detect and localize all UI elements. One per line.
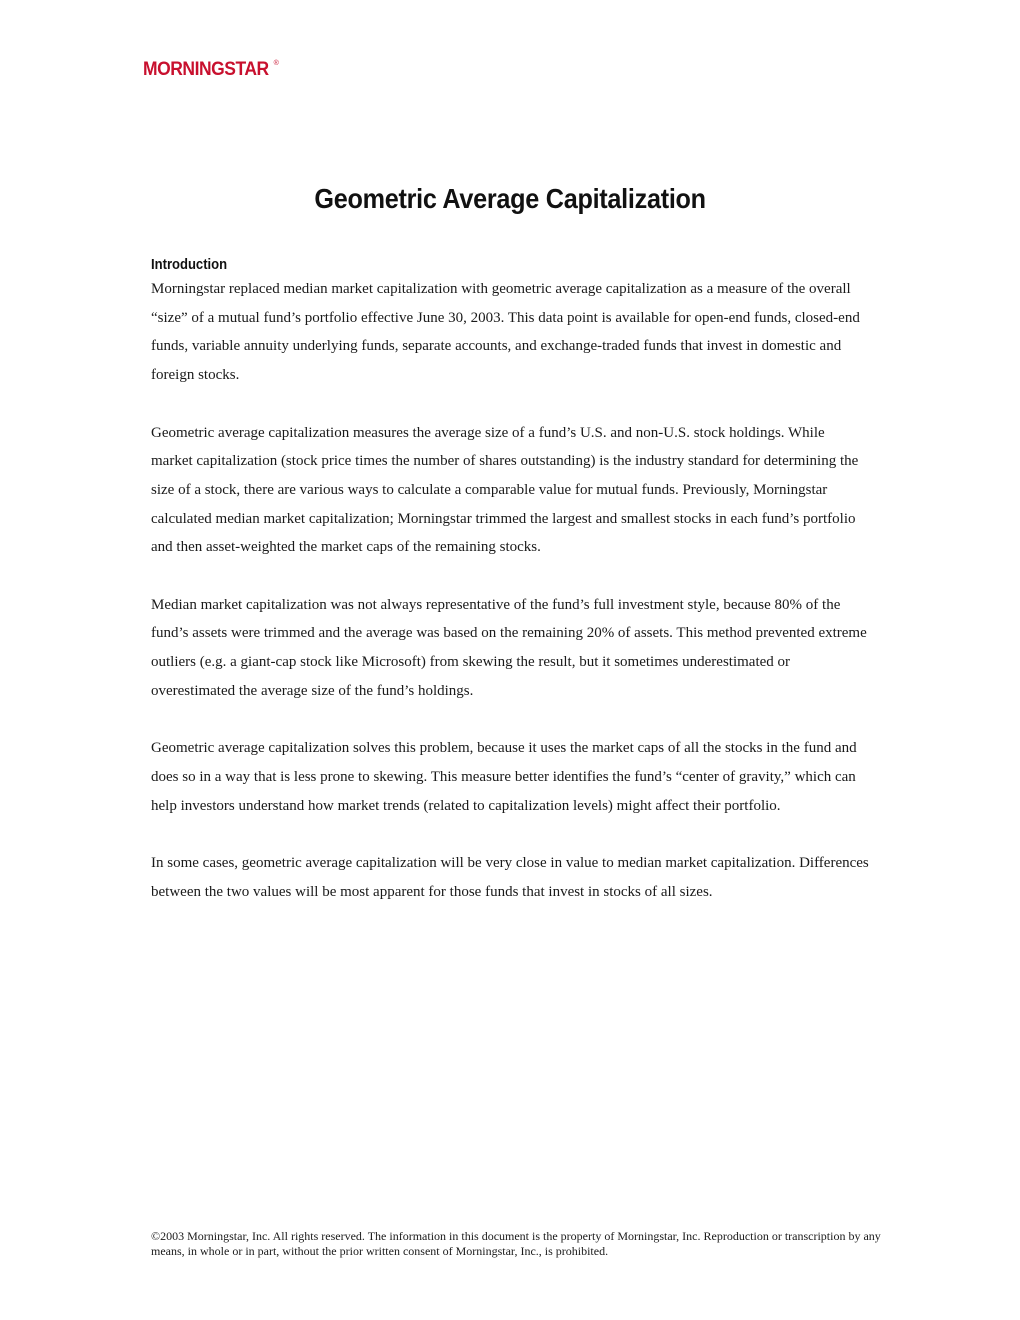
section-heading-introduction: Introduction [151,257,228,273]
logo-text: MORNINGSTAR [143,59,269,80]
morningstar-logo [143,59,279,83]
registered-mark: ® [273,60,279,67]
paragraph-4: Geometric average capitalization solves this problem, because it uses the market caps of all the stocks in the fund and does so in a way that is less prone to skewing. This measure better identifies the fund’s “center of gravity,” which can help investors understand how market trends (related to capitalization levels) might affect their portfolio. [151,740,857,814]
document-body [151,255,869,906]
paragraph-1: Morningstar replaced median market capitalization with geometric average capitalization as a measure of the overall “size” of a mutual fund’s portfolio effective June 30, 2003. This data point is available for open-end funds, closed-end funds, variable annuity underlying funds, separate accounts, and exchange-traded funds that invest in domestic and foreign stocks. [151,281,860,384]
copyright-footer: ©2003 Morningstar, Inc. All rights reserved. The information in this document is the property of Morningstar, Inc. Reproduction or transcription by any means, in whole or in part, without the prior written consent of Morningstar, Inc., is prohibited. [151,1229,881,1258]
page-title: Geometric Average Capitalization [314,183,706,214]
paragraph-5: In some cases, geometric average capitalization will be very close in value to median market capitalization. Differences between the two values will be most apparent for those funds that invest in stocks of all sizes. [151,855,869,900]
paragraph-3: Median market capitalization was not always representative of the fund’s full investment style, because 80% of the fund’s assets were trimmed and the average was based on the remaining 20% of assets. This method prevented extreme outliers (e.g. a giant-cap stock like Microsoft) from skewing the result, but it sometimes underestimated or overestimated the average size of the fund’s holdings. [151,596,867,699]
paragraph-2: Geometric average capitalization measures the average size of a fund’s U.S. and non-U.S. stock holdings. While market capitalization (stock price times the number of shares outstanding) is the industry standard for determining the size of a stock, there are various ways to calculate a comparable value for mutual funds. Previously, Morningstar calculated median market capitalization; Morningstar trimmed the largest and smallest stocks in each fund’s portfolio and then asset-weighted the market caps of the remaining stocks. [151,424,859,556]
